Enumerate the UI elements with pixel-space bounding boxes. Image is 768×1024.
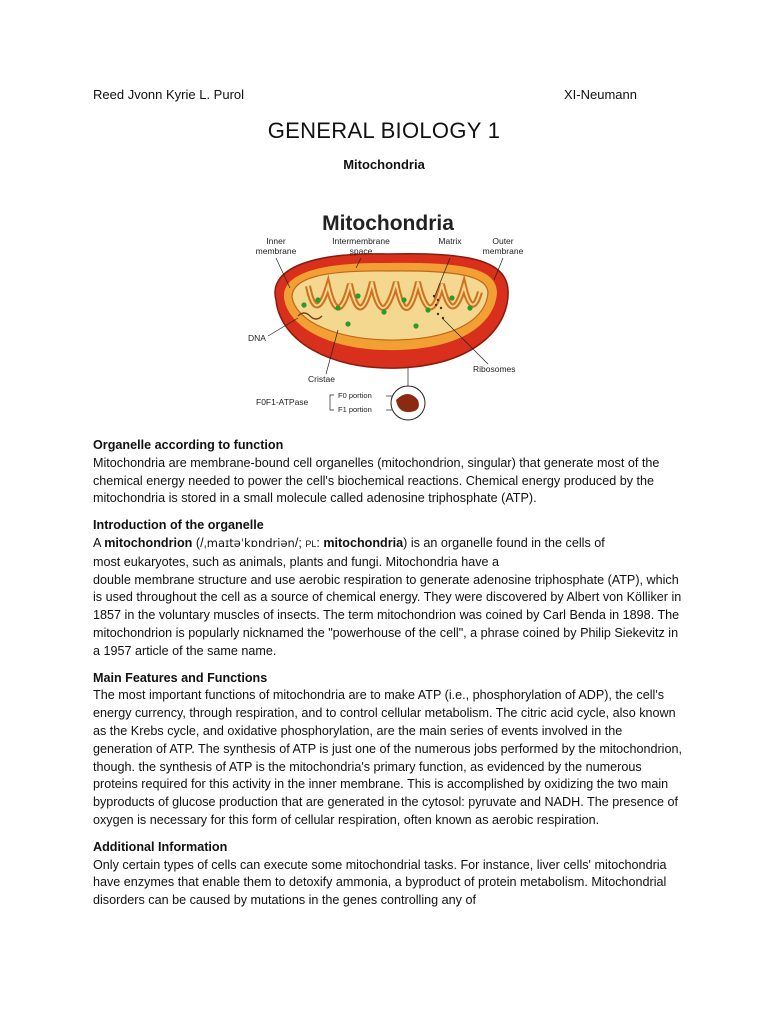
label-inner: Inner bbox=[266, 236, 286, 246]
diagram-title: Mitochondria bbox=[322, 212, 454, 235]
section-paragraph: Mitochondria are membrane-bound cell organelles (mitochondrion, singular) that generate most of the chemical energy needed to power the cell's biochemical reactions. Chemical energy produced by the mitochondria is stored in a small molecule called adenosine triphosphate (ATP). bbox=[93, 455, 660, 506]
section-heading: Organelle according to function bbox=[93, 438, 284, 452]
label-f1: F1 portion bbox=[338, 405, 372, 414]
document-title: GENERAL BIOLOGY 1 bbox=[267, 118, 501, 143]
class-section: XI-Neumann bbox=[564, 87, 637, 102]
section-paragraph: Only certain types of cells can execute some mitochondrial tasks. For instance, liver cells' mitochondria have enzymes that enable them to detoxify ammonia, a byproduct of protein metabolism. Mitochondrial disorders can be caused by mutations in the genes controlling any of bbox=[93, 857, 667, 908]
label-outer-2: membrane bbox=[482, 246, 524, 256]
label-matrix: Matrix bbox=[438, 236, 462, 246]
label-intermembrane-2: space bbox=[349, 246, 373, 256]
section-heading: Additional Information bbox=[93, 839, 228, 854]
label-dna: DNA bbox=[248, 333, 266, 343]
label-atpase: F0F1-ATPase bbox=[256, 397, 309, 407]
section-heading: Main Features and Functions bbox=[93, 670, 268, 685]
label-outer: Outer bbox=[492, 236, 514, 246]
document-body bbox=[93, 437, 683, 919]
section-heading: Introduction of the organelle bbox=[93, 518, 264, 533]
section-function bbox=[93, 437, 683, 508]
label-ribosomes: Ribosomes bbox=[473, 364, 516, 374]
document-header bbox=[93, 87, 637, 102]
section-paragraph: The most important functions of mitochondria are to make ATP (i.e., phosphorylation of ADP), the cell's energy currency, through respiration, and to control cellular metabolism. The citric acid cycle, also known as the Krebs cycle, and oxidative phosphorylation, are the main series of events involved in the generation of ATP. The synthesis of ATP is just one of the numerous jobs performed by the mitochondrion, though. the synthesis of ATP is the mitochondria's primary function, as evidenced by the numerous proteins required for this activity in the inner membrane. This is accomplished by oxidizing the two main byproducts of glucose production that are generated in the cytosol: pyruvate and NADH. The presence of oxygen is necessary for this form of cellular respiration, often known as aerobic respiration. bbox=[93, 688, 682, 827]
section-features bbox=[93, 670, 683, 830]
section-paragraph bbox=[93, 535, 683, 661]
mitochondria-diagram bbox=[238, 200, 538, 425]
author-name: Reed Jvonn Kyrie L. Purol bbox=[93, 87, 245, 102]
label-f0: F0 portion bbox=[338, 391, 372, 400]
plural-abbrev: PL bbox=[305, 538, 317, 549]
paren-open: (/ bbox=[192, 535, 204, 550]
label-intermembrane: Intermembrane bbox=[332, 236, 390, 246]
pronunciation: ˌmaɪtəˈkɒndriən bbox=[203, 535, 295, 550]
term-mitochondria: mitochondria bbox=[323, 535, 404, 550]
document-subtitle: Mitochondria bbox=[343, 157, 425, 172]
intro-line1-rest: ) is an organelle found in the cells of bbox=[403, 535, 605, 550]
section-additional bbox=[93, 839, 683, 910]
intro-article: A bbox=[93, 535, 105, 550]
label-inner-2: membrane bbox=[255, 246, 297, 256]
slash: /; bbox=[294, 535, 306, 550]
term-mitochondrion: mitochondrion bbox=[104, 535, 193, 550]
colon: : bbox=[316, 535, 324, 550]
label-cristae: Cristae bbox=[308, 374, 335, 384]
intro-rest: double membrane structure and use aerobic respiration to generate adenosine triphosphate (ATP), which is used throughout the cell as a source of chemical energy. They were discovered by Albert von Kölliker in 1857 in the voluntary muscles of insects. The term mitochondrion was coined by Carl Benda in 1898. The mitochondrion is popularly nicknamed the "powerhouse of the cell", a phrase coined by Philip Siekevitz in a 1957 article of the same name. bbox=[93, 572, 682, 658]
intro-line2: most eukaryotes, such as animals, plants and fungi. Mitochondria have a bbox=[93, 554, 500, 569]
section-introduction bbox=[93, 517, 683, 660]
